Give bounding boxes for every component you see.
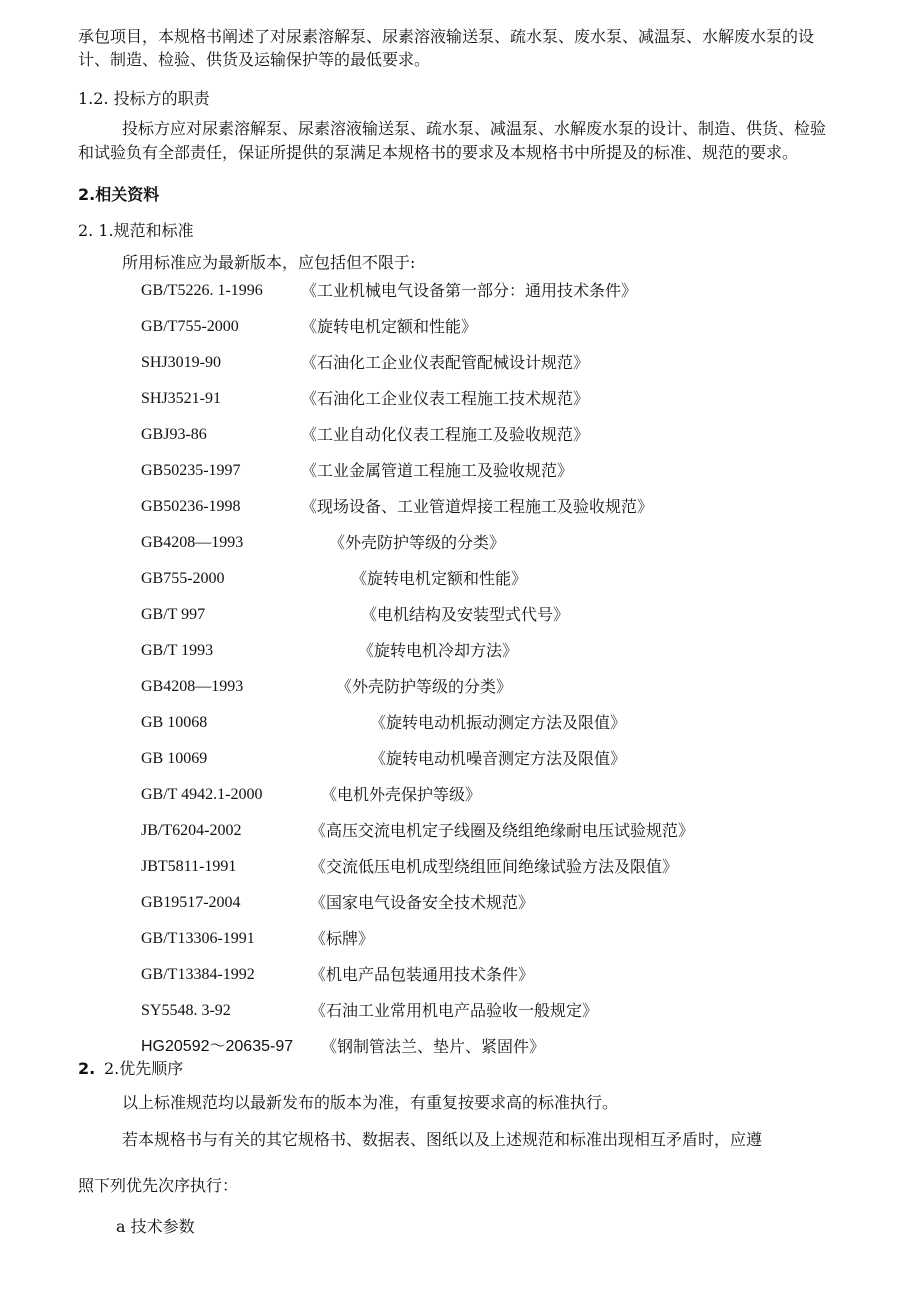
- standard-title: 《石油化工企业仪表工程施工技术规范》: [301, 389, 590, 408]
- standard-code: SHJ3521-91: [141, 390, 222, 407]
- standard-title: 《钢制管法兰、垫片、紧固件》: [321, 1037, 546, 1056]
- standard-code: GB19517-2004: [141, 894, 241, 911]
- standard-code: GB/T5226. 1-1996: [141, 282, 263, 299]
- priority-paragraph-3: 照下列优先次序执行：: [78, 1176, 239, 1195]
- standard-title: 《工业金属管道工程施工及验收规范》: [301, 461, 574, 480]
- section-1-2-heading: 1.2. 投标方的职责: [78, 89, 210, 108]
- standard-title: 《标牌》: [310, 929, 375, 948]
- section-1-2-line-2: 和试验负有全部责任，保证所提供的泵满足本规格书的要求及本规格书中所提及的标准、规范的要求。: [78, 143, 799, 162]
- standard-title: 《石油化工企业仪表配管配械设计规范》: [301, 353, 590, 372]
- standard-code: GB50236-1998: [141, 498, 241, 515]
- intro-line-2: 计、制造、检验、供货及运输保护等的最低要求。: [78, 50, 431, 69]
- section-2-1-heading: 2. 1.规范和标准: [78, 221, 194, 240]
- standard-code: GB/T 1993: [141, 642, 214, 659]
- standard-title: 《国家电气设备安全技术规范》: [310, 893, 535, 912]
- standard-title: 《旋转电机冷却方法》: [358, 641, 519, 660]
- standard-code: SHJ3019-90: [141, 354, 222, 371]
- standard-title: 《现场设备、工业管道焊接工程施工及验收规范》: [301, 497, 654, 516]
- standard-title: 《石油工业常用机电产品验收一般规定》: [310, 1001, 599, 1020]
- standard-title: 《外壳防护等级的分类》: [329, 533, 506, 552]
- standard-title: 《工业机械电气设备第一部分：通用技术条件》: [301, 281, 638, 300]
- standard-code: GB/T755-2000: [141, 318, 239, 335]
- standard-code: HG20592～20635-97: [141, 1038, 294, 1055]
- section-2-2-number: 2.: [78, 1059, 96, 1078]
- priority-paragraph-2: 若本规格书与有关的其它规格书、数据表、图纸以及上述规范和标准出现相互矛盾时，应遵: [122, 1130, 763, 1149]
- standard-title: 《交流低压电机成型绕组匝间绝缘试验方法及限值》: [310, 857, 679, 876]
- standard-code: JB/T6204-2002: [141, 822, 242, 839]
- standard-title: 《高压交流电机定子线圈及绕组绝缘耐电压试验规范》: [310, 821, 695, 840]
- standard-title: 《旋转电机定额和性能》: [301, 317, 478, 336]
- standard-code: GB/T 997: [141, 606, 206, 623]
- standard-code: SY5548. 3-92: [141, 1002, 231, 1019]
- standard-title: 《旋转电机定额和性能》: [351, 569, 528, 588]
- standard-title: 《机电产品包装通用技术条件》: [310, 965, 535, 984]
- standard-title: 《旋转电动机噪音测定方法及限值》: [370, 749, 627, 768]
- standard-title: 《工业自动化仪表工程施工及验收规范》: [301, 425, 590, 444]
- section-2-heading: 2.相关资料: [78, 185, 160, 204]
- standard-code: GB/T 4942.1-2000: [141, 786, 263, 803]
- standard-code: GB/T13306-1991: [141, 930, 255, 947]
- standard-code: GBJ93-86: [141, 426, 207, 443]
- standard-title: 《电机外壳保护等级》: [321, 785, 482, 804]
- standard-title: 《外壳防护等级的分类》: [336, 677, 513, 696]
- standard-code: JBT5811-1991: [141, 858, 237, 875]
- standard-code: GB 10069: [141, 750, 208, 767]
- standard-title: 《电机结构及安装型式代号》: [361, 605, 570, 624]
- intro-line-1: 承包项目，本规格书阐述了对尿素溶解泵、尿素溶液输送泵、疏水泵、废水泵、减温泵、水解废水泵的设: [78, 27, 815, 46]
- priority-paragraph-1: 以上标准规范均以最新发布的版本为准，有重复按要求高的标准执行。: [122, 1093, 619, 1112]
- standard-title: 《旋转电动机振动测定方法及限值》: [370, 713, 627, 732]
- section-1-2-line-1: 投标方应对尿素溶解泵、尿素溶液输送泵、疏水泵、减温泵、水解废水泵的设计、制造、供货、检验: [122, 119, 827, 138]
- standard-code: GB4208—1993: [141, 678, 244, 695]
- standard-code: GB755-2000: [141, 570, 225, 587]
- standard-code: GB50235-1997: [141, 462, 241, 479]
- standard-code: GB 10068: [141, 714, 208, 731]
- section-2-2-heading: 2.优先顺序: [104, 1059, 184, 1078]
- standard-code: GB4208—1993: [141, 534, 244, 551]
- standard-code: GB/T13384-1992: [141, 966, 255, 983]
- standards-lead: 所用标准应为最新版本，应包括但不限于:: [122, 253, 416, 272]
- priority-item-a: a 技术参数: [116, 1217, 195, 1236]
